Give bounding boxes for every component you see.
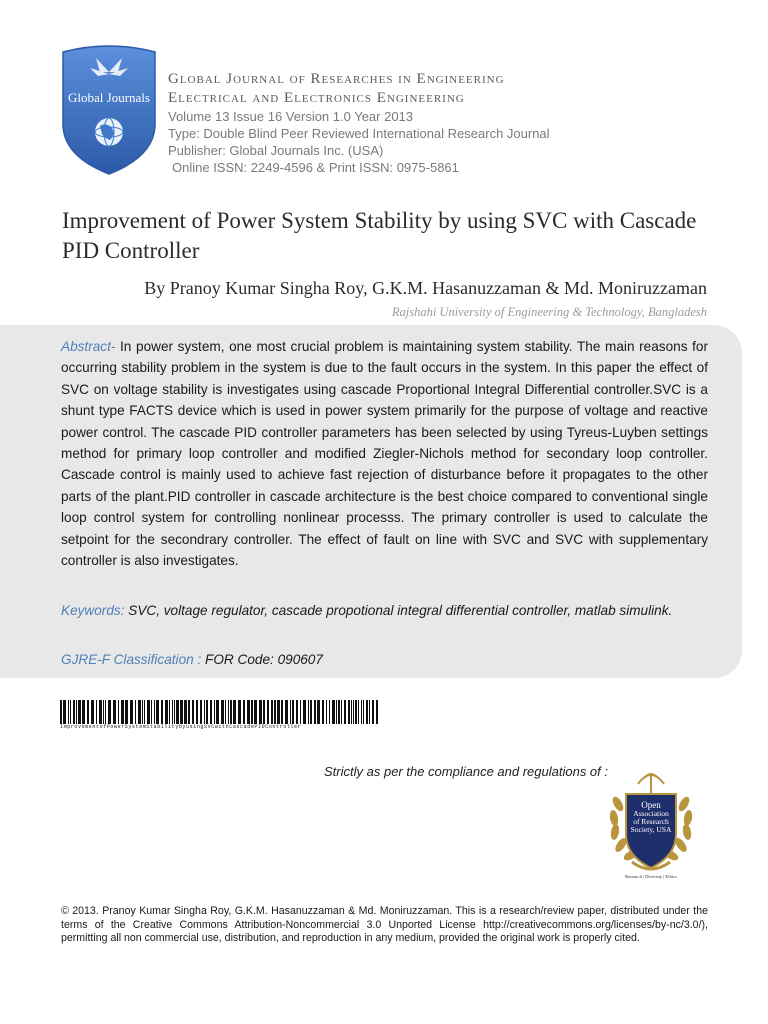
seal-line-3: of Research xyxy=(633,817,669,826)
compliance-note: Strictly as per the compliance and regulations of : xyxy=(324,764,608,779)
classification-code: FOR Code: 090607 xyxy=(205,652,323,667)
journal-name: Global Journal of Researches in Engineering xyxy=(168,71,505,87)
publisher: Publisher: Global Journals Inc. (USA) xyxy=(168,143,384,158)
seal-line-2: Association xyxy=(633,809,669,818)
abstract xyxy=(61,336,708,571)
barcode-caption: ImprovementofPowerSystemStabilitybyusingSVCwithCascadePIDController xyxy=(60,724,302,730)
seal-line-4: Society, USA xyxy=(630,825,672,834)
journal-type: Type: Double Blind Peer Reviewed International Research Journal xyxy=(168,126,550,141)
global-journals-logo xyxy=(60,44,158,176)
authors: By Pranoy Kumar Singha Roy, G.K.M. Hasanuzzaman & Md. Moniruzzaman xyxy=(144,278,707,298)
journal-header xyxy=(168,70,728,176)
journal-subtitle: Electrical and Electronics Engineering xyxy=(168,90,465,106)
affiliation: Rajshahi University of Engineering & Technology, Bangladesh xyxy=(391,305,707,319)
copyright-notice: © 2013. Pranoy Kumar Singha Roy, G.K.M. Hasanuzzaman & Md. Moniruzzaman. This is a research/review paper, distributed under the terms of the Creative Commons Attribution-Noncommercial 3.0 Unported License http://creativecommons.org/licenses/by-nc/3.0/), permitting all non commercial use, distribution, and reproduction in any medium, provided the original work is properly cited. xyxy=(61,905,708,945)
keywords-label: Keywords: xyxy=(61,603,125,618)
seal-tagline: Research | Diversity | Ethics xyxy=(625,874,677,879)
seal-text xyxy=(612,800,690,834)
issn: Online ISSN: 2249-4596 & Print ISSN: 0975-5861 xyxy=(172,160,459,175)
logo-text: Global Journals xyxy=(68,90,150,105)
abstract-label: Abstract- xyxy=(61,339,116,354)
keywords-text: SVC, voltage regulator, cascade propotional integral differential controller, matlab simulink. xyxy=(128,603,673,618)
paper-title: Improvement of Power System Stability by using SVC with Cascade PID Controller xyxy=(62,208,697,263)
volume-info: Volume 13 Issue 16 Version 1.0 Year 2013 xyxy=(168,109,414,124)
globe-icon xyxy=(95,118,123,146)
classification xyxy=(61,650,708,670)
classification-label: GJRE-F Classification : xyxy=(61,652,202,667)
keywords xyxy=(61,600,708,621)
abstract-body: In power system, one most crucial problem is maintaining system stability. The main reasons for occurring stability problem in the system is due to the fault occurs in the system. In this paper the effect of SVC on voltage stability is investigates using cascade Proportional Integral Differential controller.SVC is a shunt type FACTS device which is used in power system primarily for the purpose of voltage and reactive power control. The cascade PID controller parameters has been selected by using Tyreus-Luyben settings method for primary loop controller and modified Ziegler-Nichols method for secondary loop controller. Cascade control is mainly used to achieve fast rejection of disturbance before it propagates to the other parts of the plant.PID controller in cascade architecture is the best choice compared to conventional single loop control system for controlling nonlinear processs. The primary controller is used to calculate the setpoint for the secondrary controller. The effect of fault on line with SVC and SVC with supplementary controller is also investigates. xyxy=(61,339,708,569)
barcode-icon xyxy=(60,700,378,724)
seal-line-1: Open xyxy=(641,800,661,810)
